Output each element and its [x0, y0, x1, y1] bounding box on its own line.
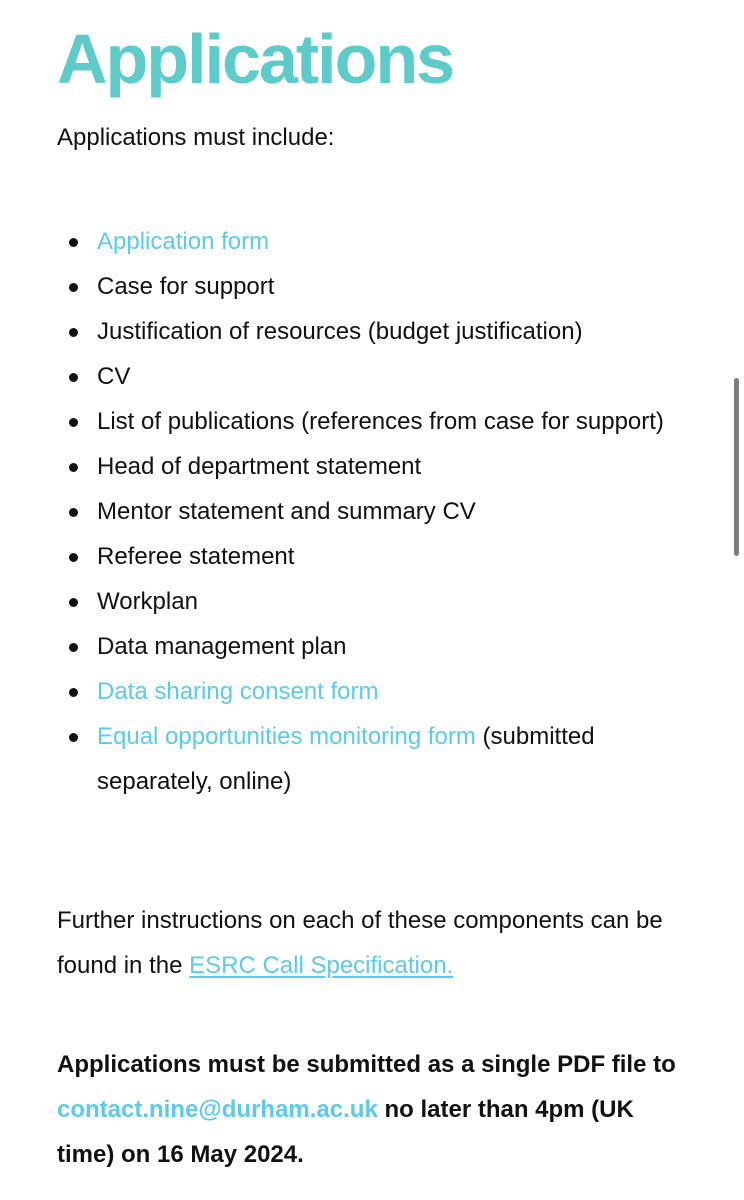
scrollbar[interactable] [734, 378, 739, 556]
list-item [57, 444, 677, 489]
requirements-list [57, 219, 677, 804]
list-item-text: Mentor statement and summary CV [97, 498, 476, 525]
bullet-icon [69, 373, 78, 382]
intro-text: Applications must include: [57, 124, 335, 151]
list-item [57, 264, 677, 309]
list-item-text: CV [97, 363, 131, 390]
bullet-icon [69, 283, 78, 292]
list-item-text: Workplan [97, 588, 198, 615]
contact-email-link[interactable]: contact.nine@durham.ac.uk [57, 1096, 378, 1123]
deadline-notice: Applications must be submitted as a single PDF file to contact.nine@durham.ac.uk no later than 4pm (UK time) on 16 May 2024. [57, 1051, 676, 1168]
esrc-call-specification-link[interactable]: ESRC Call Specification. [189, 952, 454, 979]
data-sharing-consent-form-link[interactable]: Data sharing consent form [97, 678, 379, 705]
bullet-icon [69, 643, 78, 652]
bullet-icon [69, 553, 78, 562]
bullet-icon [69, 463, 78, 472]
list-item [57, 489, 677, 534]
list-item [57, 714, 677, 804]
list-item [57, 624, 677, 669]
list-item-text: Head of department statement [97, 453, 422, 480]
list-item [57, 309, 677, 354]
list-item [57, 534, 677, 579]
list-item-text: Justification of resources (budget justification) [97, 318, 583, 345]
bullet-icon [69, 733, 78, 742]
list-item-text: Data management plan [97, 633, 347, 660]
list-item [57, 219, 677, 264]
equal-opportunities-form-link[interactable]: Equal opportunities monitoring form [97, 723, 476, 750]
list-item-text: (submitted separately, online) [97, 723, 595, 795]
list-item [57, 354, 677, 399]
list-item [57, 669, 677, 714]
bullet-icon [69, 418, 78, 427]
list-item-text: Case for support [97, 273, 275, 300]
bullet-icon [69, 238, 78, 247]
list-item [57, 579, 677, 624]
page-title: Applications [57, 20, 454, 98]
list-item-text: Referee statement [97, 543, 295, 570]
bullet-icon [69, 598, 78, 607]
application-form-link[interactable]: Application form [97, 228, 270, 255]
further-instructions: Further instructions on each of these components can be found in the ESRC Call Specification. [57, 907, 663, 979]
list-item [57, 399, 677, 444]
bullet-icon [69, 328, 78, 337]
list-item-text: List of publications (references from case for support) [97, 408, 664, 435]
bullet-icon [69, 508, 78, 517]
bullet-icon [69, 688, 78, 697]
